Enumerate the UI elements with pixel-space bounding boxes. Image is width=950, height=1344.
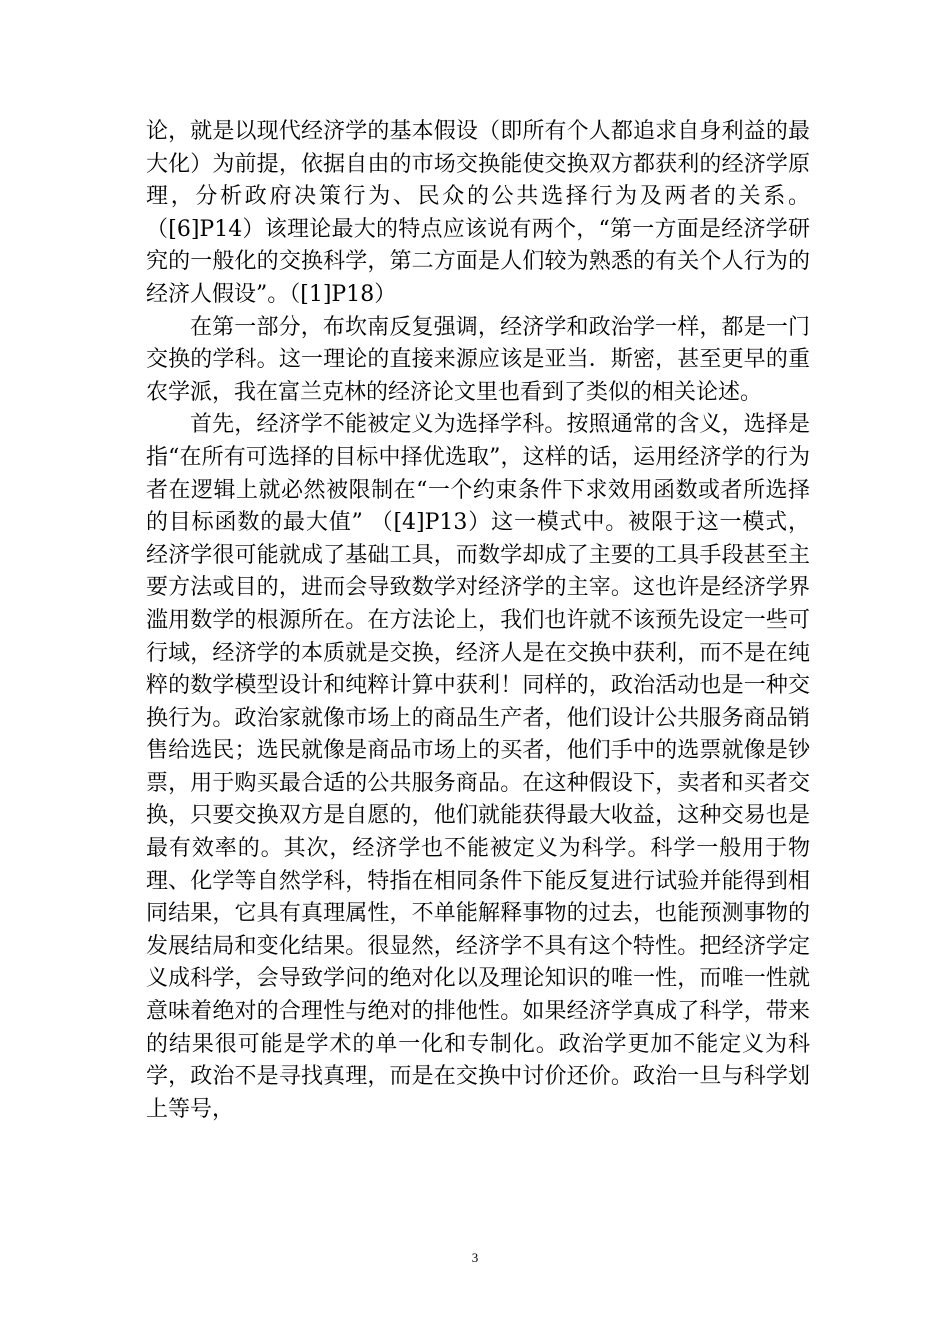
body-text [146, 116, 810, 1126]
paragraph-3: 首先，经济学不能被定义为选择学科。按照通常的含义，选择是指“在所有可选择的目标中择优选取”，这样的话，运用经济学的行为者在逻辑上就必然被限制在“一个约束条件下求效用函数或者所选择的目标函数的最大值” （[4]P13）这一模式中。被限于这一模式，经济学很可能就成了基础工具，而数学却成了主要的工具手段甚至主要方法或目的，进而会导致数学对经济学的主宰。这也许是经济学界滥用数学的根源所在。在方法论上，我们也许就不该预先设定一些可行域，经济学的本质就是交换，经济人是在交换中获利，而不是在纯粹的数学模型设计和纯粹计算中获利！同样的，政治活动也是一种交换行为。政治家就像市场上的商品生产者，他们设计公共服务商品销售给选民；选民就像是商品市场上的买者，他们手中的选票就像是钞票，用于购买最合适的公共服务商品。在这种假设下，卖者和买者交换，只要交换双方是自愿的，他们就能获得最大收益，这种交易也是最有效率的。其次，经济学也不能被定义为科学。科学一般用于物理、化学等自然学科，特指在相同条件下能反复进行试验并能得到相同结果，它具有真理属性，不单能解释事物的过去，也能预测事物的发展结局和变化结果。很显然，经济学不具有这个特性。把经济学定义成科学，会导致学问的绝对化以及理论知识的唯一性，而唯一性就意味着绝对的合理性与绝对的排他性。如果经济学真成了科学，带来的结果很可能是学术的单一化和专制化。政治学更加不能定义为科学，政治不是寻找真理，而是在交换中讨价还价。政治一旦与科学划上等号， [146, 412, 810, 1122]
paragraph-2: 在第一部分，布坎南反复强调，经济学和政治学一样，都是一门交换的学科。这一理论的直接来源应该是亚当．斯密，甚至更早的重农学派，我在富兰克林的经济论文里也看到了类似的相关论述。 [146, 314, 810, 405]
page-number: 3 [471, 1250, 479, 1265]
paragraph-1: 论，就是以现代经济学的基本假设（即所有个人都追求自身利益的最大化）为前提，依据自由的市场交换能使交换双方都获利的经济学原理，分析政府决策行为、民众的公共选择行为及两者的关系。（[6]P14）该理论最大的特点应该说有两个，“第一方面是经济学研究的一般化的交换科学，第二方面是人们较为熟悉的有关个人行为的经济人假设”。（[1]P18） [146, 119, 810, 307]
